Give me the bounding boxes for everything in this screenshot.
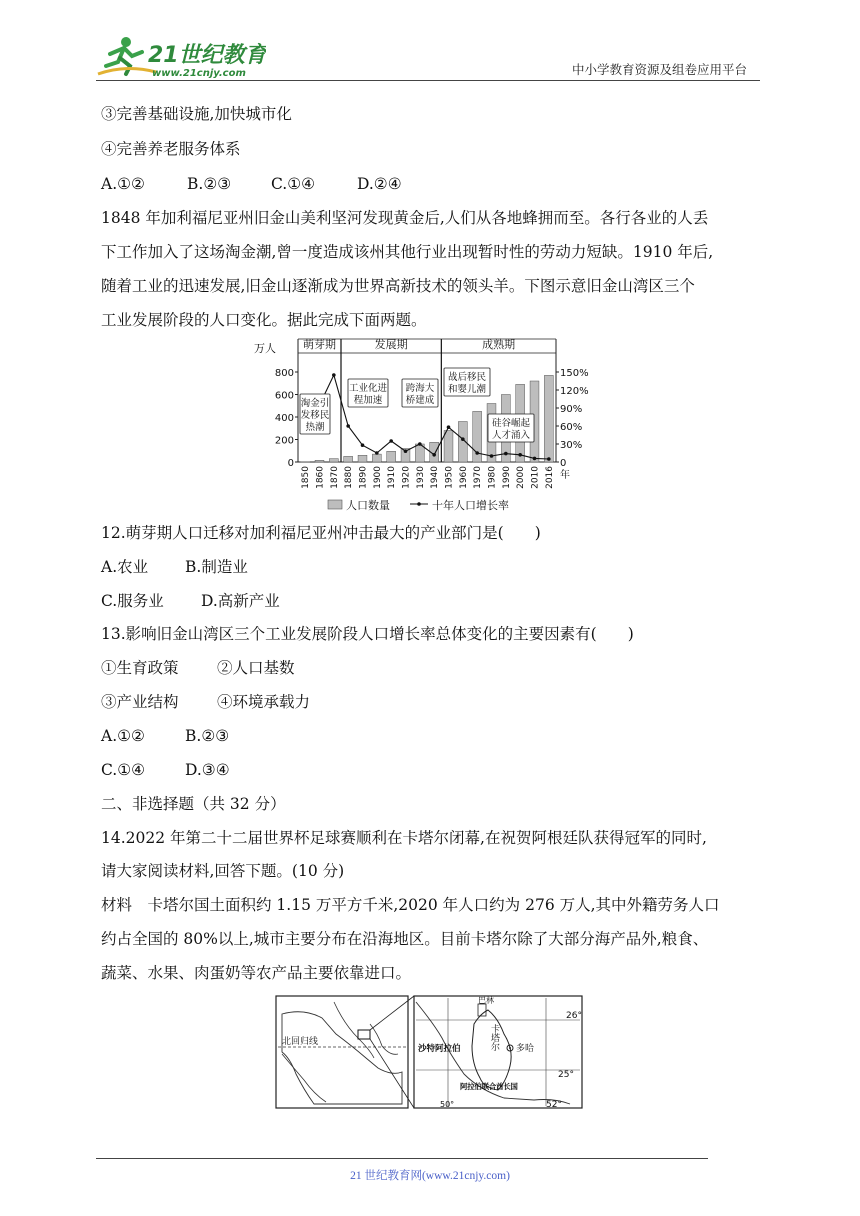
bahrain-label: 巴林	[478, 996, 494, 1005]
lon-52-label: 52°	[546, 1100, 562, 1110]
x-tick: 1950	[444, 466, 455, 489]
q13-items-34	[101, 692, 310, 712]
q11-option-c: C.①④	[271, 175, 316, 193]
q12-option-b: B.制造业	[185, 558, 248, 576]
material-line-1: 材料 卡塔尔国土面积约 1.15 万平方千米,2020 年人口约为 276 万人,其中外籍劳务人口	[101, 896, 720, 914]
x-tick: 1940	[430, 466, 441, 489]
q11-option-d: D.②④	[357, 175, 402, 193]
q13-option-b: B.②③	[185, 727, 230, 745]
growth-rate-point	[361, 443, 365, 447]
q13-options-cd	[101, 760, 230, 780]
annotation-text: 工业化进	[348, 383, 388, 394]
question-12: 12.萌芽期人口迁移对加利福尼亚州冲击最大的产业部门是( )	[101, 524, 541, 542]
x-tick: 1930	[415, 466, 426, 489]
growth-rate-point	[518, 453, 522, 457]
y-left-tick: 0	[287, 458, 294, 469]
option-line-4: ④完善养老服务体系	[101, 140, 241, 158]
footer-text: 21 世纪教育网(www.21cnjy.com)	[350, 1170, 510, 1182]
population-bar	[387, 451, 396, 462]
legend-bar-label: 人口数量	[346, 499, 390, 512]
growth-rate-point	[432, 453, 436, 457]
x-tick: 1920	[401, 466, 412, 489]
option-line-3: ③完善基础设施,加快城市化	[101, 105, 292, 123]
annotation-text: 跨海大	[405, 383, 435, 394]
period-label: 成熟期	[482, 338, 516, 351]
doha-label: 多哈	[516, 1044, 535, 1054]
population-bar	[358, 455, 367, 462]
lon-50-label: 50°	[440, 1100, 455, 1109]
annotation-text: 程加速	[353, 395, 383, 406]
growth-rate-point	[447, 425, 451, 429]
lat-26-label: 26°	[566, 1011, 582, 1021]
x-tick: 2000	[516, 466, 527, 489]
growth-rate-point	[504, 452, 508, 456]
growth-rate-point	[461, 437, 465, 441]
population-chart	[250, 336, 600, 516]
y-right-tick: 30%	[560, 440, 583, 451]
annotation-text: 人才涌入	[491, 430, 531, 441]
q13-options-ab	[101, 726, 229, 746]
q13-items-12	[101, 658, 295, 678]
y-right-tick: 150%	[560, 368, 589, 379]
q11-option-a: A.①②	[101, 175, 145, 193]
qatar-label: 卡塔尔	[489, 1024, 499, 1051]
material-line-3: 蔬菜、水果、肉蛋奶等农产品主要依靠进口。	[101, 964, 412, 982]
y-left-unit: 万人	[254, 342, 276, 355]
x-tick: 1860	[315, 466, 326, 489]
header-platform-name: 中小学教育资源及组卷应用平台	[572, 62, 748, 77]
q13-option-c: C.①④	[101, 761, 146, 779]
q12-option-a: A.农业	[101, 558, 149, 576]
q13-item-4: ④环境承载力	[217, 693, 311, 711]
section-2-heading: 二、非选择题（共 32 分）	[101, 795, 286, 813]
growth-rate-point	[490, 454, 494, 458]
growth-rate-point	[547, 457, 551, 461]
annotation-text: 淘金引	[300, 398, 330, 409]
x-tick: 1850	[301, 466, 312, 489]
x-tick: 1870	[329, 466, 340, 489]
y-right-tick: 60%	[560, 422, 583, 433]
q11-options	[101, 174, 402, 194]
annotation-text: 和婴儿潮	[447, 384, 487, 395]
x-tick: 2010	[530, 466, 541, 489]
growth-rate-point	[533, 457, 537, 461]
q13-item-1: ①生育政策	[101, 659, 179, 677]
population-bar	[544, 375, 553, 462]
x-tick: 1880	[344, 466, 355, 489]
growth-rate-point	[404, 449, 408, 453]
x-unit: 年	[560, 470, 570, 481]
footer-divider	[96, 1158, 708, 1159]
header-divider	[96, 80, 760, 81]
growth-rate-point	[375, 451, 379, 455]
growth-rate-point	[475, 451, 479, 455]
annotation-text: 桥建成	[405, 395, 435, 406]
q11-option-b: B.②③	[187, 175, 232, 193]
q12-option-c: C.服务业	[101, 592, 164, 610]
y-right-tick: 120%	[560, 386, 589, 397]
annotation-text: 热潮	[305, 422, 325, 433]
tropic-label: 北回归线	[282, 1037, 319, 1047]
q12-options-ab	[101, 557, 248, 577]
population-bar	[344, 456, 353, 462]
y-right-tick: 0	[560, 458, 567, 469]
legend-line-label: 十年人口增长率	[432, 499, 509, 512]
period-label: 萌芽期	[303, 338, 336, 351]
uae-label: 阿拉伯联合酋长国	[460, 1082, 518, 1091]
population-bar	[315, 460, 324, 462]
x-tick: 1990	[501, 466, 512, 489]
passage-line-3: 随着工业的迅速发展,旧金山逐渐成为世界高新技术的领头羊。下图示意旧金山湾区三个	[101, 277, 695, 295]
y-left-tick: 200	[274, 435, 294, 447]
passage-line-2: 下工作加入了这场淘金潮,曾一度造成该州其他行业出现暂时性的劳动力短缺。1910 年后,	[101, 243, 714, 261]
population-bar	[329, 459, 338, 462]
y-left-tick: 400	[274, 413, 294, 424]
question-14-line-2: 请大家阅读材料,回答下题。(10 分)	[101, 862, 345, 880]
x-tick: 1910	[387, 466, 398, 489]
y-left-tick: 600	[274, 390, 294, 402]
x-tick: 1960	[458, 466, 469, 489]
growth-rate-point	[332, 373, 336, 377]
lat-25-label: 25°	[558, 1070, 574, 1080]
saudi-label: 沙特阿拉伯	[418, 1044, 461, 1054]
qatar-location-map	[274, 994, 586, 1112]
growth-rate-point	[389, 439, 393, 443]
x-tick: 1890	[358, 466, 369, 489]
passage-line-4: 工业发展阶段的人口变化。据此完成下面两题。	[101, 311, 427, 329]
question-13: 13.影响旧金山湾区三个工业发展阶段人口增长率总体变化的主要因素有( )	[101, 625, 634, 643]
q12-options-cd	[101, 591, 280, 611]
annotation-text: 硅谷崛起	[491, 418, 531, 429]
period-label: 发展期	[374, 338, 408, 351]
x-tick: 1900	[372, 466, 383, 489]
population-bar	[444, 431, 453, 463]
material-line-2: 约占全国的 80%以上,城市主要分布在沿海地区。目前卡塔尔除了大部分海产品外,粮食、	[101, 930, 709, 948]
x-tick: 2016	[544, 466, 555, 489]
growth-rate-point	[346, 424, 350, 428]
annotation-text: 发移民	[300, 410, 330, 421]
question-14-line-1: 14.2022 年第二十二届世界杯足球赛顺利在卡塔尔闭幕,在祝贺阿根廷队获得冠军的同时,	[101, 829, 707, 847]
q13-item-3: ③产业结构	[101, 693, 179, 711]
logo-text: 21世纪教育	[148, 43, 266, 68]
annotation-text: 战后移民	[447, 372, 487, 383]
x-tick: 1970	[473, 466, 484, 489]
legend-bar-swatch	[328, 500, 342, 509]
logo-url: www.21cnjy.com	[152, 68, 246, 78]
x-tick: 1980	[487, 466, 498, 489]
population-bar	[372, 454, 381, 462]
q13-option-d: D.③④	[185, 761, 230, 779]
passage-line-1: 1848 年加利福尼亚州旧金山美利坚河发现黄金后,人们从各地蜂拥而至。各行各业的人丢	[101, 209, 709, 227]
growth-rate-point	[418, 442, 422, 446]
y-right-tick: 90%	[560, 404, 583, 415]
y-left-tick: 800	[274, 368, 294, 379]
q13-option-a: A.①②	[101, 727, 145, 745]
q13-item-2: ②人口基数	[217, 659, 295, 677]
site-logo	[96, 34, 266, 78]
legend-line-dot	[417, 502, 421, 506]
q12-option-d: D.高新产业	[201, 592, 280, 610]
